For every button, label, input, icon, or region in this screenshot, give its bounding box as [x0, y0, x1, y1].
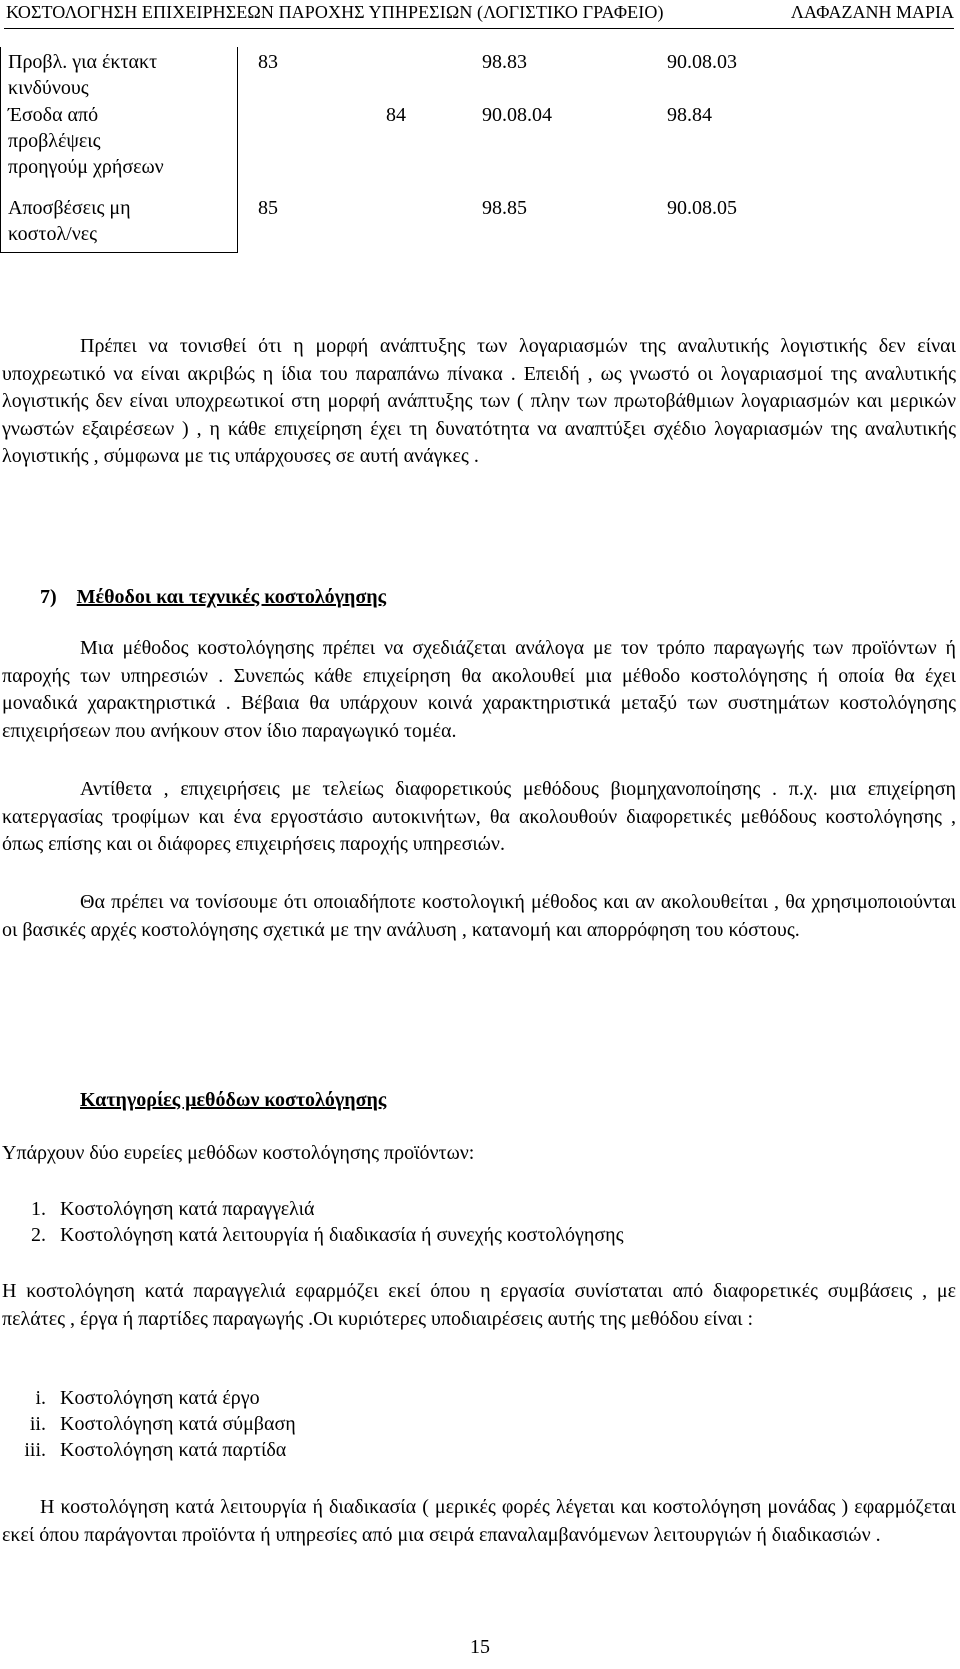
- accounts-table: [0, 47, 960, 253]
- row-83-credit-account: 90.08.03: [667, 51, 737, 73]
- paragraph-costing-method: Μια μέθοδος κοστολόγησης πρέπει να σχεδιάζεται ανάλογα με τον τρόπο παραγωγής των προϊόντων ή παροχής των υπηρεσιών . Συνεπώς κάθε επιχείρηση θα ακολουθεί μια μέθοδο κοστολόγησης ή οποία θα έχει μοναδικά χαρακτηριστικά . Βέβαια θα υπάρχουν κοινά χαρακτηριστικά μεταξύ των συστημάτων κοστολόγησης επιχειρήσεων που ανήκουν στον ίδιο παραγωγικό τομέα.: [2, 637, 956, 742]
- page-header: [4, 0, 954, 29]
- list-item-batch-costing: Κοστολόγηση κατά παρτίδα: [60, 1439, 287, 1461]
- row-85-label-line2: κοστολ/νες: [8, 223, 98, 245]
- list-item-job-costing: Κοστολόγηση κατά παραγγελιά: [60, 1198, 315, 1220]
- row-83-label-line2: κινδύνους: [8, 77, 89, 99]
- paragraph-job-order-costing: Η κοστολόγηση κατά παραγγελιά εφαρμόζει εκεί όπου η εργασία συνίσταται από διαφορετικές συμβάσεις , με πελάτες , έργα ή παρτίδες παραγωγής .Οι κυριότερες υποδιαιρέσεις αυτής της μεθόδου είναι :: [2, 1280, 956, 1330]
- list-item-marker: ii.: [29, 1413, 46, 1435]
- row-84-debit-account: 90.08.04: [482, 104, 552, 126]
- section-7-number: 7): [40, 586, 57, 608]
- paragraph-account-structure: Πρέπει να τονισθεί ότι η μορφή ανάπτυξης των λογαριασμών της αναλυτικής λογιστικής δεν είναι υποχρεωτικό να είναι ακριβώς η ίδια του παραπάνω πίνακα . Επειδή , ως γνωστό οι λογαριασμοί της αναλυτικής λογιστικής δεν είναι υποχρεωτικοί στη μορφή ανάπτυξης των ( πλην των πρωτοβάθμιων λογαριασμών και μερικών γνωστών εξαιρέσεων ) , η κάθε επιχείρηση έχει τη δυνατότητα να αναπτύξει σχέδιο λογαριασμών της αναλυτικής λογιστικής , σύμφωνα με τις υπάρχουσες σε αυτή ανάγκες .: [2, 335, 956, 467]
- paragraph-different-industries: Αντίθετα , επιχειρήσεις με τελείως διαφορετικούς μεθόδους βιομηχανοποίησης . π.χ. μια επιχείρηση κατεργασίας τροφίμων και ένα εργοστάσιο αυτοκινήτων, θα ακολουθούν διαφορετικές μεθόδους κοστολόγησης , όπως επίσης και οι διάφορες επιχειρήσεις παροχής υπηρεσιών.: [2, 778, 956, 855]
- intro-two-methods: Υπάρχουν δύο ευρείες μεθόδων κοστολόγησης προϊόντων:: [2, 1142, 475, 1164]
- row-84-label-line1: Έσοδα από: [8, 104, 99, 126]
- header-author: ΛΑΦΑΖΑΝΗ ΜΑΡΙΑ: [790, 2, 954, 22]
- row-83-debit-account: 98.83: [482, 51, 527, 73]
- list-item-marker: 2.: [31, 1224, 46, 1246]
- list-item-project-costing: Κοστολόγηση κατά έργο: [60, 1387, 260, 1409]
- subheading-costing-categories: Κατηγορίες μεθόδων κοστολόγησης: [80, 1089, 387, 1111]
- page-number: 15: [470, 1636, 490, 1658]
- list-item-process-costing: Κοστολόγηση κατά λειτουργία ή διαδικασία ή συνεχής κοστολόγησης: [60, 1224, 624, 1246]
- header-title: ΚΟΣΤΟΛΟΓΗΣΗ ΕΠΙΧΕΙΡΗΣΕΩΝ ΠΑΡΟΧΗΣ ΥΠΗΡΕΣΙΩΝ (ΛΟΓΙΣΤΙΚΟ ΓΡΑΦΕΙΟ): [6, 2, 664, 22]
- row-83-label-line1: Προβλ. για έκτακτ: [8, 51, 158, 73]
- row-85-code: 85: [258, 197, 278, 219]
- list-item-marker: iii.: [24, 1439, 46, 1461]
- paragraph-process-costing: Η κοστολόγηση κατά λειτουργία ή διαδικασία ( μερικές φορές λέγεται και κοστολόγηση μονάδας ) εφαρμόζεται εκεί όπου παράγονται προϊόντα ή υπηρεσίες από μια σειρά επαναλαμβανόμενων λειτουργιών ή διαδικασιών .: [2, 1496, 956, 1546]
- list-item-contract-costing: Κοστολόγηση κατά σύμβαση: [60, 1413, 296, 1435]
- row-84-code: 84: [386, 104, 406, 126]
- section-7-heading: [40, 584, 386, 612]
- list-item-marker: i.: [35, 1387, 46, 1409]
- row-85-label-line1: Αποσβέσεις μη: [8, 197, 131, 219]
- row-83-code: 83: [258, 51, 278, 73]
- row-84-label-line2: προβλέψεις: [8, 130, 101, 152]
- paragraph-basic-principles: Θα πρέπει να τονίσουμε ότι οποιαδήποτε κοστολογική μέθοδος και αν ακολουθείται , θα χρησιμοποιούνται οι βασικές αρχές κοστολόγησης σχετικά με την ανάλυση , κατανομή και απορρόφηση του κόστους.: [2, 891, 956, 941]
- list-item-marker: 1.: [31, 1198, 46, 1220]
- row-84-label-line3: προηγούμ χρήσεων: [8, 156, 164, 178]
- row-84-credit-account: 98.84: [667, 104, 712, 126]
- section-7-title: Μέθοδοι και τεχνικές κοστολόγησης: [76, 586, 387, 608]
- row-85-debit-account: 98.85: [482, 197, 527, 219]
- row-85-credit-account: 90.08.05: [667, 197, 737, 219]
